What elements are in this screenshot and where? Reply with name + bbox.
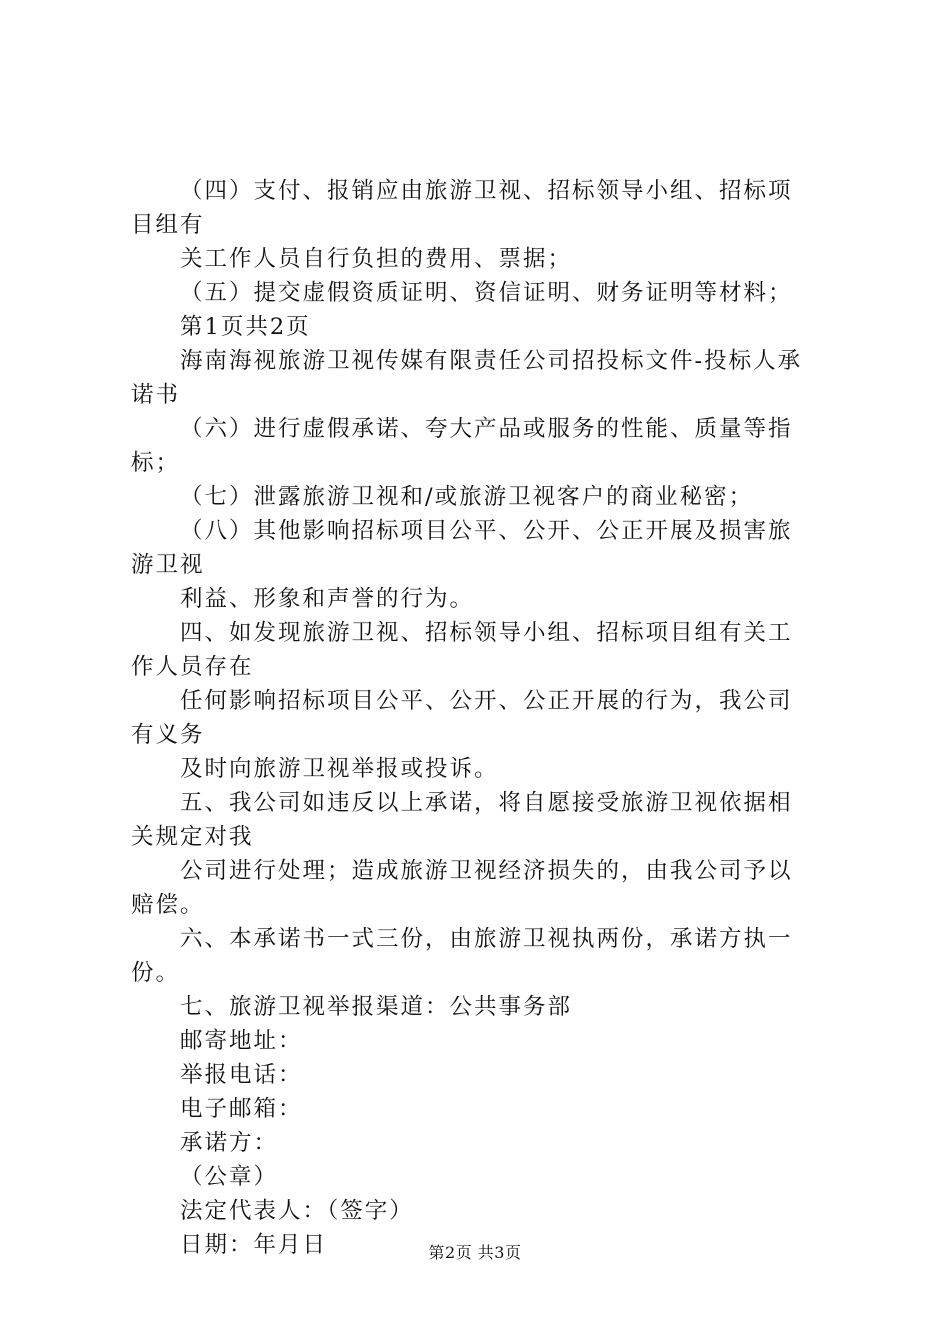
- text-line: 日期：年月日: [180, 1232, 328, 1258]
- text-line: 任何影响招标项目公平、公开、公正开展的行为，我公司: [180, 688, 793, 714]
- text-line: 及时向旅游卫视举报或投诉。: [180, 756, 499, 782]
- text-line: （七）泄露旅游卫视和/或旅游卫视客户的商业秘密；: [180, 484, 754, 510]
- text-line: 举报电话：: [180, 1062, 303, 1088]
- text-line: 法定代表人：（签字）: [180, 1198, 414, 1224]
- text-line: 第1页共2页: [180, 314, 311, 340]
- text-line: 游卫视: [131, 552, 205, 578]
- text-line: （五）提交虚假资质证明、资信证明、财务证明等材料；: [180, 280, 793, 306]
- text-line: 关规定对我: [131, 824, 254, 850]
- text-line: 公司进行处理；造成旅游卫视经济损失的，由我公司予以: [180, 858, 793, 884]
- text-line: （公章）: [180, 1164, 279, 1190]
- text-line: （八）其他影响招标项目公平、公开、公正开展及损害旅: [180, 518, 793, 544]
- text-line: 目组有: [131, 212, 205, 238]
- document-body: [131, 174, 831, 1262]
- page-footer: 第2页 共3页: [428, 1243, 522, 1262]
- text-line: 有义务: [131, 722, 205, 748]
- text-line: 利益、形象和声誉的行为。: [180, 586, 475, 612]
- text-line: 七、旅游卫视举报渠道：公共事务部: [180, 994, 573, 1020]
- text-line: 电子邮箱：: [180, 1096, 303, 1122]
- text-line: 邮寄地址：: [180, 1028, 303, 1054]
- text-line: 六、本承诺书一式三份，由旅游卫视执两份，承诺方执一: [180, 926, 793, 952]
- text-line: 份。: [131, 960, 181, 986]
- text-line: 标；: [131, 450, 181, 476]
- text-line: （四）支付、报销应由旅游卫视、招标领导小组、招标项: [180, 178, 793, 204]
- text-line: 诺书: [131, 382, 181, 408]
- text-line: 关工作人员自行负担的费用、票据；: [180, 246, 573, 272]
- text-line: 赔偿。: [131, 892, 205, 918]
- text-line: 承诺方：: [180, 1130, 279, 1156]
- text-line: 海南海视旅游卫视传媒有限责任公司招投标文件-投标人承: [180, 348, 803, 374]
- text-line: 四、如发现旅游卫视、招标领导小组、招标项目组有关工: [180, 620, 793, 646]
- text-line: 作人员存在: [131, 654, 254, 680]
- text-line: （六）进行虚假承诺、夸大产品或服务的性能、质量等指: [180, 416, 793, 442]
- text-line: 五、我公司如违反以上承诺，将自愿接受旅游卫视依据相: [180, 790, 793, 816]
